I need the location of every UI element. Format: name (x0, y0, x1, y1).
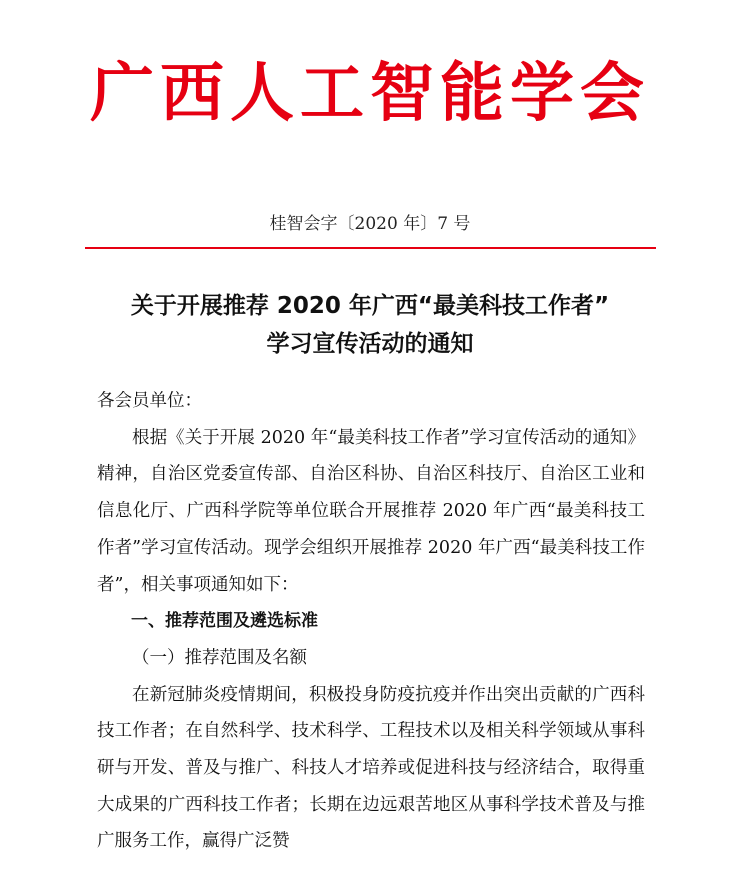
body-paragraph-2: 在新冠肺炎疫情期间，积极投身防疫抗疫并作出突出贡献的广西科技工作者；在自然科学、技术科学、工程技术以及相关科学领域从事科研与开发、普及与推广、科技人才培养或促进科技与经济结合，取得重大成果的广西科技工作者；长期在边远艰苦地区从事科学技术普及与推广服务工作，赢得广泛赞 (97, 684, 645, 852)
body-paragraph-1: 根据《关于开展 2020 年“最美科技工作者”学习宣传活动的通知》精神，自治区党委宣传部、自治区科协、自治区科技厅、自治区工业和信息化厅、广西科学院等单位联合开展推荐 2020 年广西“最美科技工作者”学习宣传活动。现学会组织开展推荐 2020 年广西“最美科技工作者”，相关事项通知如下： (97, 427, 645, 595)
notice-body (97, 383, 645, 860)
document-number: 桂智会字〔2020 年〕7 号 (269, 214, 471, 234)
subsection-heading-1: （一）推荐范围及名额 (132, 647, 307, 668)
notice-title-line-2: 学习宣传活动的通知 (266, 331, 474, 357)
section-heading-1: 一、推荐范围及遴选标准 (131, 611, 318, 632)
notice-title-line-1: 关于开展推荐 2020 年广西“最美科技工作者” (130, 293, 610, 319)
letterhead-organization-title: 广西人工智能学会 (90, 56, 650, 131)
letterhead-red-divider (85, 247, 656, 249)
salutation: 各会员单位： (97, 391, 202, 411)
notice-title (60, 287, 680, 363)
